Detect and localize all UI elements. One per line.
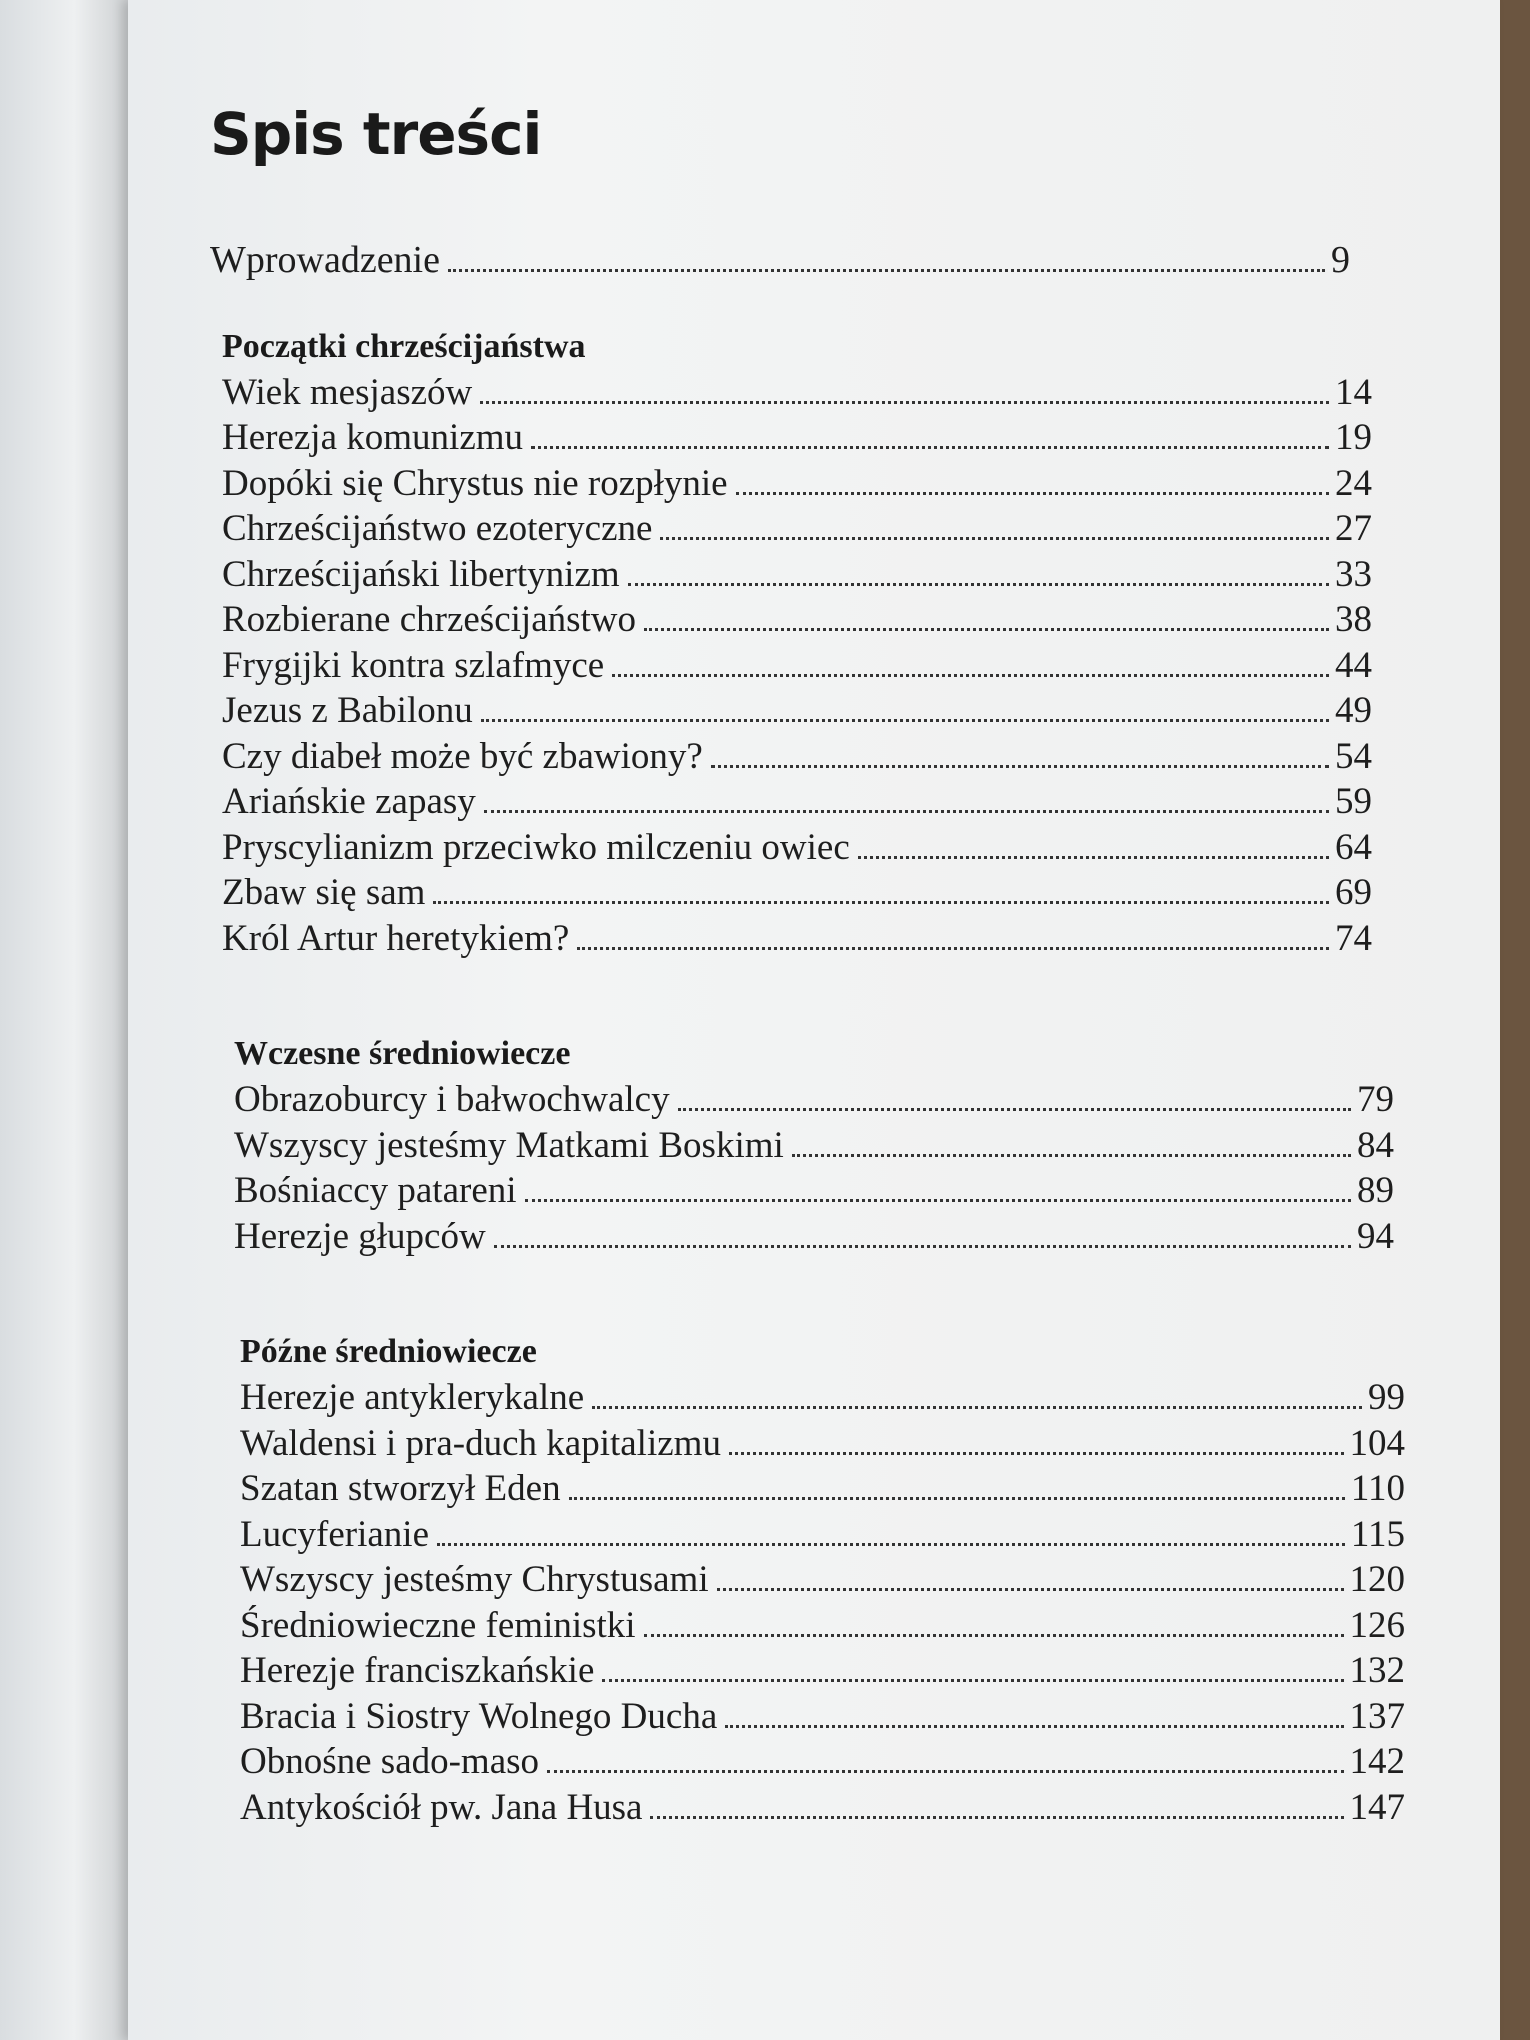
toc-entry-label: Frygijki kontra szlafmyce xyxy=(222,644,605,686)
toc-entry xyxy=(234,1123,1394,1169)
toc-entry xyxy=(234,1214,1394,1260)
toc-entry-label: Antykościół pw. Jana Husa xyxy=(240,1786,643,1828)
toc-entry-page: 115 xyxy=(1350,1513,1405,1555)
book-page xyxy=(128,0,1500,2040)
toc-entry-page: 9 xyxy=(1331,239,1350,281)
toc-entry-page: 24 xyxy=(1335,462,1372,504)
dot-leader xyxy=(729,1452,1344,1455)
toc-entry-label: Chrześcijaństwo ezoteryczne xyxy=(222,508,653,549)
dot-leader xyxy=(650,1816,1343,1819)
toc-entry xyxy=(222,734,1372,780)
toc-entry-label: Waldensi i pra-duch kapitalizmu xyxy=(240,1422,721,1464)
toc-entry-label: Król Artur heretykiem? xyxy=(222,917,570,959)
toc-entry-page: 99 xyxy=(1368,1377,1405,1418)
toc-entry-label: Lucyferianie xyxy=(240,1513,429,1555)
dot-leader xyxy=(448,269,1325,272)
toc-entry-label: Obnośne sado-maso xyxy=(240,1741,540,1782)
facing-page-edge xyxy=(0,0,135,2040)
toc-entry-page: 74 xyxy=(1335,917,1372,959)
toc-entry xyxy=(240,1603,1405,1649)
toc-entry xyxy=(222,688,1372,734)
toc-entry-page: 49 xyxy=(1335,690,1372,731)
toc-entry-label: Dopóki się Chrystus nie rozpłynie xyxy=(222,462,728,504)
toc-entry-page: 147 xyxy=(1349,1786,1405,1828)
toc-entry-label: Herezje głupców xyxy=(234,1215,486,1257)
toc-entry-page: 126 xyxy=(1349,1604,1405,1646)
toc-entry xyxy=(240,1648,1405,1694)
dot-leader xyxy=(660,537,1329,540)
toc-entry-page: 33 xyxy=(1335,553,1372,595)
toc-entry-label: Zbaw się sam xyxy=(222,872,426,913)
toc-entry-page: 27 xyxy=(1335,508,1372,549)
toc-entry-page: 137 xyxy=(1349,1695,1405,1737)
dot-leader xyxy=(644,628,1329,631)
toc-section xyxy=(234,1031,1394,1259)
toc-entry xyxy=(240,1739,1405,1785)
dot-leader xyxy=(547,1770,1343,1773)
dot-leader xyxy=(481,719,1329,722)
toc-entry xyxy=(240,1694,1405,1740)
toc-entry xyxy=(222,370,1372,416)
dot-leader xyxy=(612,674,1329,677)
toc-entry xyxy=(222,552,1372,598)
toc-entry-page: 79 xyxy=(1357,1079,1394,1120)
toc-entry-page: 69 xyxy=(1335,872,1372,913)
toc-entry-label: Obrazoburcy i bałwochwalcy xyxy=(234,1079,670,1120)
dot-leader xyxy=(577,947,1329,950)
dot-leader xyxy=(531,446,1329,449)
toc-entry-label: Herezje antyklerykalne xyxy=(240,1377,585,1418)
toc-entry-page: 64 xyxy=(1335,826,1372,868)
section-heading: Wczesne średniowiecze xyxy=(234,1035,571,1072)
toc-entry-page: 89 xyxy=(1357,1170,1394,1211)
dot-leader xyxy=(858,856,1329,859)
toc-entry xyxy=(222,597,1372,643)
dot-leader xyxy=(736,492,1329,495)
dot-leader xyxy=(569,1497,1345,1500)
toc-entry xyxy=(240,1466,1405,1512)
toc-entry xyxy=(222,506,1372,552)
toc-entry xyxy=(222,825,1372,871)
toc-entry-label: Ariańskie zapasy xyxy=(222,781,476,822)
dot-leader xyxy=(480,401,1329,404)
toc-entry xyxy=(240,1512,1405,1558)
toc-entry-label: Rozbierane chrześcijaństwo xyxy=(222,599,637,640)
toc-entry xyxy=(234,1077,1394,1123)
dot-leader xyxy=(678,1108,1351,1111)
dot-leader xyxy=(717,1588,1344,1591)
toc-entry-label: Wszyscy jesteśmy Chrystusami xyxy=(240,1559,709,1600)
toc-section xyxy=(240,1329,1405,1830)
toc-entry-page: 142 xyxy=(1349,1741,1405,1782)
dot-leader xyxy=(437,1543,1345,1546)
page-title: Spis treści xyxy=(210,100,542,168)
dot-leader xyxy=(792,1154,1351,1157)
toc-entry-page: 14 xyxy=(1335,371,1372,413)
toc-entry xyxy=(222,415,1372,461)
toc-entry xyxy=(234,1168,1394,1214)
table-of-contents xyxy=(210,100,1500,1900)
dot-leader xyxy=(494,1245,1351,1248)
toc-entry-page: 132 xyxy=(1349,1650,1405,1691)
toc-entry-page: 38 xyxy=(1335,599,1372,640)
toc-entry-page: 59 xyxy=(1335,781,1372,822)
toc-entry-label: Bośniaccy patareni xyxy=(234,1170,517,1211)
toc-entry-label: Herezje franciszkańskie xyxy=(240,1650,595,1691)
dot-leader xyxy=(592,1406,1362,1409)
toc-entry-page: 44 xyxy=(1335,644,1372,686)
toc-entry-label: Bracia i Siostry Wolnego Ducha xyxy=(240,1695,718,1737)
toc-entry xyxy=(240,1785,1405,1831)
toc-entry-label: Szatan stworzył Eden xyxy=(240,1468,561,1509)
dot-leader xyxy=(725,1725,1343,1728)
toc-entry xyxy=(222,643,1372,689)
toc-entry-page: 104 xyxy=(1349,1422,1405,1464)
toc-entry-intro xyxy=(210,238,1350,284)
toc-entry-label: Herezja komunizmu xyxy=(222,417,524,458)
toc-entry xyxy=(240,1557,1405,1603)
toc-entry xyxy=(222,916,1372,962)
toc-entry xyxy=(240,1375,1405,1421)
toc-entry-page: 54 xyxy=(1335,735,1372,777)
dot-leader xyxy=(628,583,1329,586)
toc-entry-label: Wprowadzenie xyxy=(210,239,440,281)
toc-entry xyxy=(222,870,1372,916)
toc-entry-label: Chrześcijański libertynizm xyxy=(222,553,620,595)
toc-entry-page: 19 xyxy=(1335,417,1372,458)
toc-entry xyxy=(222,779,1372,825)
toc-entry-page: 110 xyxy=(1350,1468,1405,1509)
section-heading: Późne średniowiecze xyxy=(240,1333,537,1370)
toc-entry-label: Średniowieczne feministki xyxy=(240,1604,636,1646)
toc-entry-label: Czy diabeł może być zbawiony? xyxy=(222,735,703,777)
toc-entry-label: Wiek mesjaszów xyxy=(222,371,473,413)
toc-entry-label: Pryscylianizm przeciwko milczeniu owiec xyxy=(222,826,850,868)
toc-entry xyxy=(222,461,1372,507)
dot-leader xyxy=(711,765,1329,768)
toc-entry-page: 120 xyxy=(1349,1559,1405,1600)
toc-entry-label: Jezus z Babilonu xyxy=(222,690,473,731)
toc-entry xyxy=(240,1421,1405,1467)
dot-leader xyxy=(484,810,1329,813)
toc-entry-page: 94 xyxy=(1357,1215,1394,1257)
dot-leader xyxy=(525,1199,1351,1202)
dot-leader xyxy=(602,1679,1343,1682)
toc-entry-page: 84 xyxy=(1357,1124,1394,1166)
section-heading: Początki chrześcijaństwa xyxy=(222,327,586,365)
toc-entry-label: Wszyscy jesteśmy Matkami Boskimi xyxy=(234,1124,784,1166)
dot-leader xyxy=(644,1634,1344,1637)
toc-section xyxy=(222,324,1372,962)
dot-leader xyxy=(433,901,1329,904)
